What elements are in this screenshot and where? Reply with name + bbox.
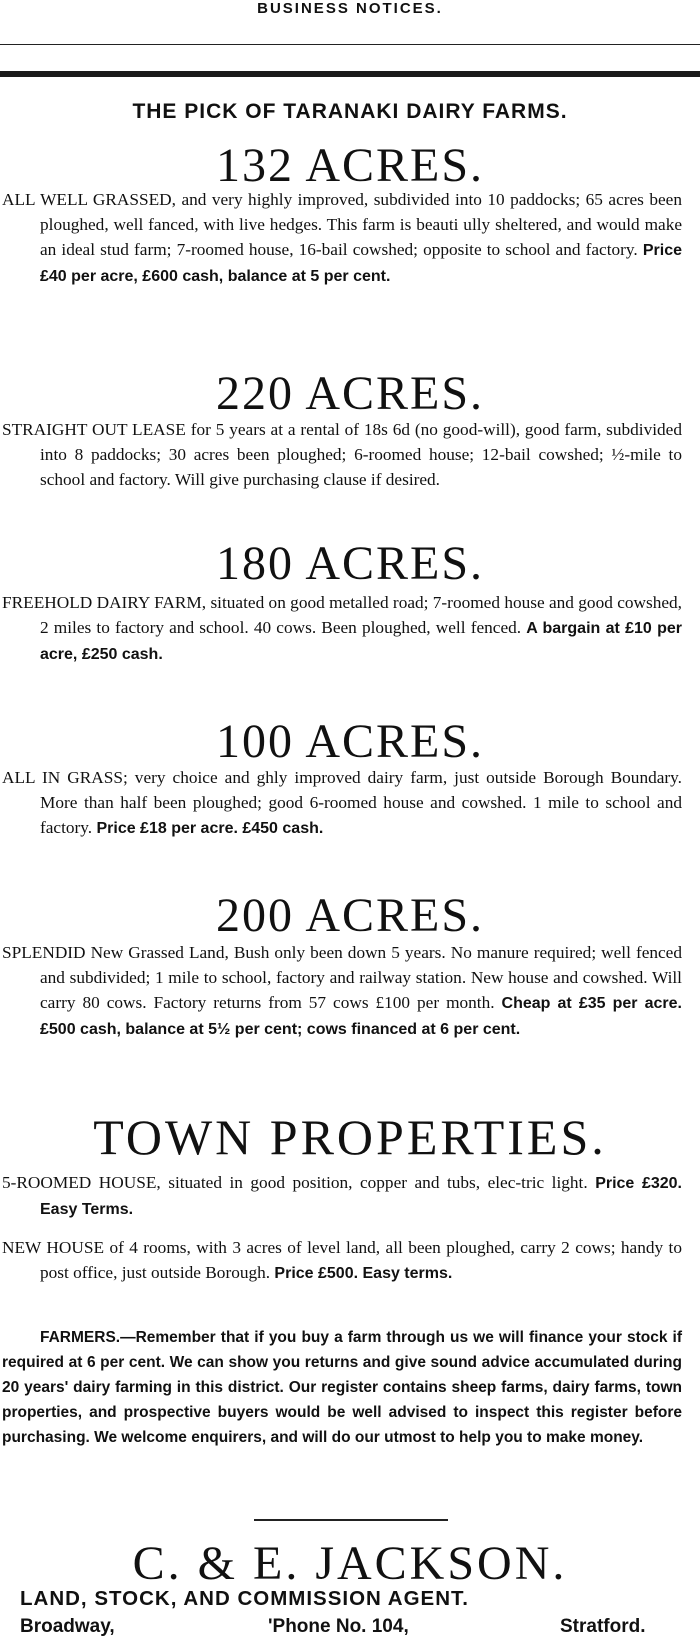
listing-text: and very highly improved, subdivided into 10 paddocks; 65 acres been ploughed, well fanced, with live hedges. This farm is beauti ully sheltered, and would make an ideal stud farm; 7-roomed house, 16-bail cowshed; opposite to school and factory. [40,190,682,259]
listing-price: A bargain at £10 per acre, £250 cash. [40,620,682,663]
listing-heading: 100 ACRES. [215,715,485,768]
farmers-lead: FARMERS.—Remember [40,1329,216,1346]
listing-lead: ALL IN GRASS; [2,768,128,787]
listing-heading: 200 ACRES. [215,889,485,942]
town-listing-lead: NEW HOUSE [2,1238,105,1257]
farmers-text: that if you buy a farm through us we will finance your stock if required at 6 per cent. We can show you returns and give sound advice accumulated during 20 years' dairy farming in this district. Our register contains sheep farms, dairy farms, town properties, and prospective buyers would be well advised to inspect this register before purchasing. We welcome enquirers, and will do our utmost to help you to make money. [2,1329,682,1446]
listing-lead: FREEHOLD DAIRY FARM, [2,593,207,612]
town-listing-lead: 5-ROOMED HOUSE, [2,1173,161,1192]
listing-body [2,765,682,841]
firm-phone: 'Phone No. 104, [268,1616,409,1637]
listing-price: Price £18 per acre. £450 cash. [96,820,324,837]
town-listing-price: Price £500. Easy terms. [274,1265,453,1282]
firm-title: LAND, STOCK, AND COMMISSION AGENT. [20,1587,469,1610]
listing-text: situated on good metalled road; 7-roomed house and good cowshed, 2 miles to factory and school. 40 cows. Been ploughed, well fenced. [40,593,682,637]
listing-text: very choice and ghly improved dairy farm, just outside Borough Boundary. More than half been ploughed; good 6-roomed house and cowshed. 1 mile to school and factory. [40,768,682,837]
top-rule [0,44,700,45]
listing-heading: 220 ACRES. [215,367,485,420]
listing-price: Price £40 per acre, £600 cash, balance at 5 per cent. [40,242,682,285]
listing-price: Cheap at £35 per acre. £500 cash, balance at 5½ per cent; cows financed at 6 per cent. [40,995,682,1038]
listing-body [2,417,682,492]
firm-name: C. & E. JACKSON. [132,1537,568,1590]
listing-lead: SPLENDID [2,943,86,962]
advert-subtitle: THE PICK OF TARANAKI DAIRY FARMS. [132,100,568,123]
town-listing-body [2,1170,682,1222]
section-header: BUSINESS NOTICES. [257,0,443,17]
listing-body [2,187,682,289]
divider-rule [254,1519,448,1521]
listing-lead: ALL WELL GRASSED, [2,190,176,209]
listing-text: for 5 years at a rental of 18s 6d (no good-will), good farm, subdivided into 8 paddocks; 30 acres been ploughed; 6-roomed house; 12-bail cowshed; ½-mile to school and factory. Will give purchasing clause if desired. [40,420,682,489]
listing-heading: 180 ACRES. [215,537,485,590]
listing-body [2,590,682,667]
listing-lead: STRAIGHT OUT LEASE [2,420,186,439]
firm-street: Broadway, [20,1616,115,1637]
firm-town: Stratford. [560,1616,646,1637]
town-listing-text: situated in good position, copper and tubs, elec-tric light. [168,1173,588,1192]
listing-heading: 132 ACRES. [215,139,485,192]
listing-body [2,940,682,1042]
farmers-notice [2,1325,682,1450]
listing-text: New Grassed Land, Bush only been down 5 years. No manure required; well fenced and subdivided; 1 mile to school, factory and railway station. New house and cowshed. Will carry 80 cows. Factory returns from 57 cows £100 per month. [40,943,682,1012]
heavy-rule [0,71,700,77]
town-listing-price: Price £320. Easy Terms. [40,1175,682,1218]
town-listing-text: of 4 rooms, with 3 acres of level land, all been ploughed, carry 2 cows; handy to post office, just outside Borough. [40,1238,682,1282]
town-properties-heading: TOWN PROPERTIES. [93,1109,607,1165]
town-listing-body [2,1235,682,1286]
